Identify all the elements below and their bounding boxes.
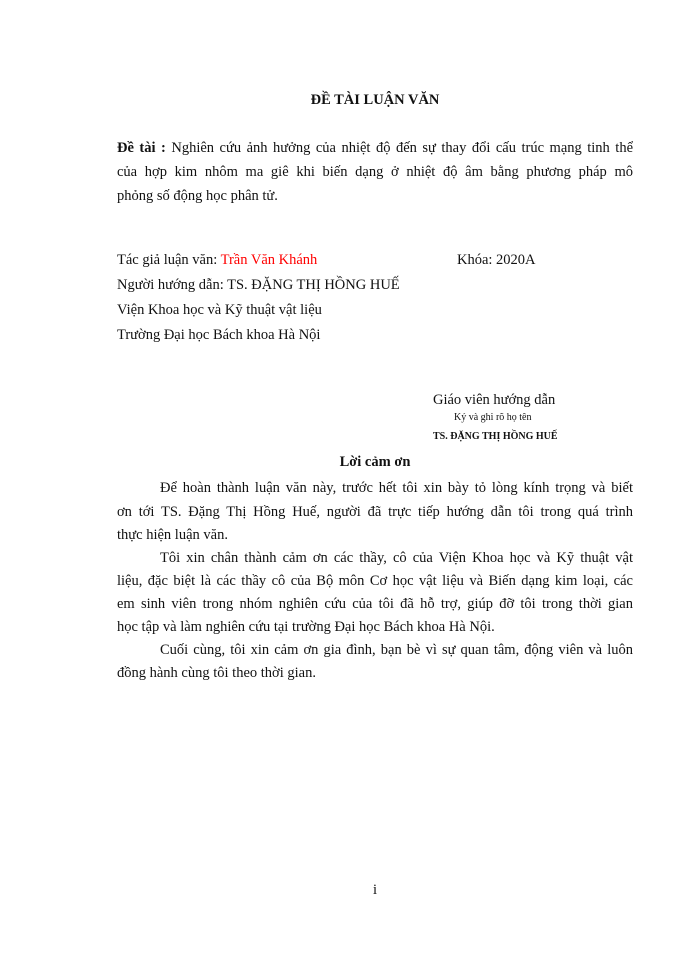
institute: Viện Khoa học và Kỹ thuật vật liệu <box>117 302 322 318</box>
ack-p1-line3: thực hiện luận văn. <box>117 527 228 543</box>
ack-p3-line2: đồng hành cùng tôi theo thời gian. <box>117 665 316 681</box>
ack-p1-line1: Để hoàn thành luận văn này, trước hết tôi xin bày tỏ lòng kính trọng và biết <box>160 480 633 496</box>
signature-title: Giáo viên hướng dẫn <box>433 392 556 408</box>
signed-name: TS. ĐẶNG THỊ HỒNG HUẾ <box>433 431 558 442</box>
ack-p1-line2: ơn tới TS. Đặng Thị Hồng Huế, người đã trực tiếp hướng dẫn tôi trong quá trình <box>117 504 633 520</box>
topic-line-3: phỏng số động học phân tử. <box>117 188 278 204</box>
signature-note: Ký và ghi rõ họ tên <box>454 412 532 423</box>
author-line: Tác giả luận văn: Trần Văn Khánh Khóa: 2020A <box>117 252 536 268</box>
advisor: Người hướng dẫn: TS. ĐẶNG THỊ HỒNG HUẾ <box>117 277 400 293</box>
ack-heading: Lời cảm ơn <box>339 454 411 470</box>
ack-p2-line3: em sinh viên trong nhóm nghiên cứu của tôi đã hỗ trợ, giúp đỡ tôi trong thời gian <box>117 596 633 612</box>
ack-p2-line2: liệu, đặc biệt là các thầy cô của Bộ môn Cơ học vật liệu và Biến dạng kim loại, các <box>117 573 633 589</box>
page-title: ĐỀ TÀI LUẬN VĂN <box>310 92 440 108</box>
course: Khóa: 2020A <box>457 252 536 268</box>
topic-line-1: Đề tài : Nghiên cứu ảnh hưởng của nhiệt độ đến sự thay đổi cấu trúc mạng tinh thể <box>117 140 634 156</box>
page-number: i <box>372 882 378 898</box>
ack-p3-line1: Cuối cùng, tôi xin cảm ơn gia đình, bạn bè vì sự quan tâm, động viên và luôn <box>160 642 633 658</box>
topic-line-2: của hợp kim nhôm ma giê khi biến dạng ở nhiệt độ âm bằng phương pháp mô <box>117 164 633 180</box>
university: Trường Đại học Bách khoa Hà Nội <box>117 327 321 343</box>
ack-p2-line1: Tôi xin chân thành cảm ơn các thầy, cô của Viện Khoa học và Kỹ thuật vật <box>160 550 633 566</box>
ack-p2-line4: học tập và làm nghiên cứu tại trường Đại học Bách khoa Hà Nội. <box>117 619 495 635</box>
